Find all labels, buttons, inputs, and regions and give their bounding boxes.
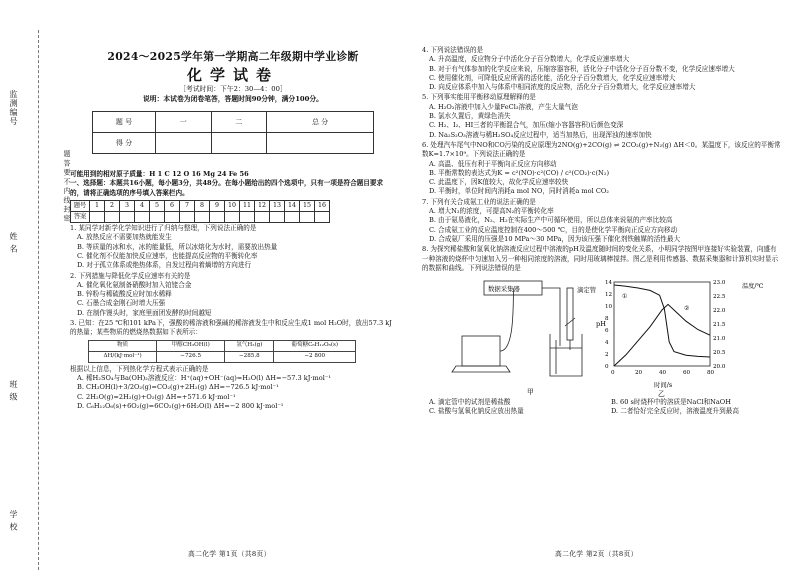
score-header-cell: 二 [211, 112, 267, 133]
chart-frame [614, 282, 710, 366]
answer-cell[interactable] [255, 212, 270, 223]
apparatus-jia [452, 281, 582, 376]
temp-tick-label: 22.5 [713, 294, 726, 301]
answer-number-cell: 4 [135, 201, 150, 212]
q7-option-c: C. 合成氨工业的反应温度控制在400～500 ℃，目的是使化学平衡向正反应方向移动 [429, 225, 678, 234]
burette-stopcock [565, 318, 575, 326]
exam-time: ［考试时间：下午2：30—4：00］ [179, 84, 287, 93]
ph-curve [614, 285, 710, 357]
figure-jia-label: 甲 [527, 388, 534, 397]
score-table [92, 111, 374, 154]
x-tick-label: 60 [683, 370, 691, 377]
temp-tick-label: 21.5 [713, 322, 726, 329]
burette [567, 288, 573, 340]
exam-note: 说明：本试卷为闭卷笔答，答题时间90分钟，满分100分。 [143, 94, 323, 103]
q6-option-a: A. 高温、低压有利于平衡向正反应方向移动 [429, 159, 557, 168]
score-header-cell: 题 号 [93, 112, 156, 133]
exam-title: 2024～2025学年第一学期高二年级期中学业诊断 [107, 50, 359, 63]
answer-row-label: 答案 [71, 212, 90, 223]
q5-option-d: D. Na₂S₂O₃溶液与稀H₂SO₄反应过程中，适当加热后，出现浑浊的速率加快 [429, 130, 652, 139]
answer-number-cell: 6 [165, 201, 180, 212]
answer-cell[interactable] [120, 212, 135, 223]
answer-table [70, 200, 330, 223]
answer-number-cell: 2 [105, 201, 120, 212]
school-label: 学 校 [9, 510, 18, 532]
temperature-curve [614, 305, 710, 367]
question-8: 8. 为探究稀盐酸和氢氧化钠溶液反应过程中溶液的pH及温度随时间的变化关系，小明同学按图甲连接好实验装置，向盛有一种溶液的烧杯中匀速加入另一种相同浓度的溶液，同时用玻璃棒搅拌。图乙是利用传感器、数据采集器和计算机实时显示的数据和曲线。下列说法错误的是 [422, 245, 779, 272]
ph-tick-label: 0 [605, 364, 609, 371]
beaker [550, 334, 582, 376]
ph-tick-label: 6 [605, 328, 609, 335]
probe-cable [542, 288, 560, 346]
answer-cell[interactable] [270, 212, 285, 223]
cable-to-laptop [500, 288, 514, 351]
answer-number-cell: 10 [225, 201, 240, 212]
temp-tick-label: 20.0 [713, 364, 726, 371]
q7-option-d: D. 合成氨厂采用的压强是10 MPa～30 MPa，因为该压强下催化剂铁触媒的活性最大 [429, 234, 681, 243]
answer-cell[interactable] [225, 212, 240, 223]
laptop-base [452, 366, 510, 372]
question-1: 1. 某同学对新学化学知识进行了归纳与整理，下列说法正确的是 [70, 224, 257, 233]
q7-option-a: A. 增大N₂的浓度，可提高N₂的平衡转化率 [429, 207, 554, 216]
laptop-screen [462, 336, 500, 366]
question-3: 3. 已知：在25 ℃和101 kPa下，强酸的稀溶液和强碱的稀溶液发生中和反应生成1 mol H₂O时，放出57.3 kJ的热量；某些物质的燃烧热数据如下表所示： [70, 319, 392, 337]
answer-number-cell: 9 [210, 201, 225, 212]
chart-yi [614, 282, 710, 366]
answer-cell[interactable] [285, 212, 300, 223]
q5-option-a: A. H₂O₂溶液中加入少量FeCl₃溶液，产生大量气泡 [429, 102, 578, 111]
question-2: 2. 下列措施与降低化学反应速率有关的是 [70, 271, 191, 280]
answer-cell[interactable] [195, 212, 210, 223]
answer-cell[interactable] [210, 212, 225, 223]
answer-cell[interactable] [180, 212, 195, 223]
name-label: 姓 名 [9, 232, 18, 254]
temp-tick-label: 22.0 [713, 308, 726, 315]
q6-option-d: D. 平衡时，单位时间内消耗a mol NO，同时消耗a mol CO₂ [429, 187, 609, 196]
curve-label-2: ② [684, 305, 690, 313]
daq-label: 数据采集器 [488, 285, 520, 294]
score-header-cell: 总 分 [267, 112, 374, 133]
q5-option-b: B. 氯水久置后，黄绿色消失 [429, 112, 511, 121]
time-axis-label: 时间/s [654, 381, 673, 390]
answer-number-cell: 5 [150, 201, 165, 212]
score-cell[interactable] [267, 133, 374, 154]
x-tick-label: 40 [659, 370, 667, 377]
temp-tick-label: 20.5 [713, 350, 726, 357]
q4-option-a: A. 升高温度，反应物分子中活化分子百分数增大，化学反应速率增大 [429, 55, 630, 64]
atomic-mass-line: 可能用到的相对原子质量：H 1 C 12 O 16 Mg 24 Fe 56 [70, 170, 249, 179]
ph-tick-label: 12 [605, 292, 613, 299]
question-4: 4. 下列说法错误的是 [422, 46, 484, 54]
answer-number-cell: 12 [255, 201, 270, 212]
answer-cell[interactable] [150, 212, 165, 223]
ph-tick-label: 8 [605, 316, 609, 323]
binding-spine [0, 0, 71, 572]
q8-figure [422, 276, 782, 398]
question-6: 6. 处理汽车尾气中NO和CO污染的反应原理为2NO(g)+2CO(g) ⇌ 2CO₂(g)+N₂(g) ΔH＜0。某温度下，该反应的平衡常数K=1.7×10⁹。下列说法正确的是 [422, 140, 781, 159]
heat-table-header: 物质 [89, 340, 157, 351]
page-1-footer: 高二化学 第1页（共8页） [188, 550, 271, 558]
combustion-heat-table [88, 340, 356, 363]
q7-option-b: B. 由于氨易液化，N₂、H₂在实际生产中可循环使用，所以总体来说氨的产率比较高 [429, 216, 673, 225]
answer-cell[interactable] [90, 212, 105, 223]
q8-option-b: B. 60 s时烧杯中的溶质是NaCl和NaOH [611, 398, 731, 407]
q6-option-b: B. 平衡常数的表达式为K = c²(NO)·c²(CO) / c²(CO₂)·c(N₂) [429, 168, 610, 177]
score-cell[interactable] [211, 133, 267, 154]
page-2 [422, 0, 782, 417]
answer-number-cell: 14 [285, 201, 300, 212]
x-tick-label: 0 [611, 370, 615, 377]
q8-option-c: C. 盐酸与氢氧化钠反应放出热量 [429, 407, 524, 416]
answer-cell[interactable] [135, 212, 150, 223]
section-1-instruction [70, 179, 396, 198]
answer-number-cell: 11 [240, 201, 255, 212]
answer-number-cell: 7 [180, 201, 195, 212]
q3-option-d: D. C₆H₁₂O₆(s)+6O₂(g)=6CO₂(g)+6H₂O(l) ΔH=−2 800 kJ·mol⁻¹ [77, 401, 284, 410]
q4-option-b: B. 对于有气体参加的化学反应来说，压缩容器容积，活化分子中活化分子百分数不变，化学反应速率增大 [429, 64, 735, 73]
answer-number-cell: 13 [270, 201, 285, 212]
q3-option-c: C. 2H₂O(g)=2H₂(g)+O₂(g) ΔH=+571.6 kJ·mol⁻¹ [77, 392, 236, 401]
q2-option-a: A. 催化氧化氨制备硝酸时加入铂铑合金 [77, 280, 192, 289]
q1-option-c: C. 催化剂不仅能加快反应速率，也能提高反应物的平衡转化率 [77, 251, 258, 260]
exam-number-label: 监测编号 [9, 90, 18, 126]
heat-table-cell: −2 800 [274, 351, 356, 362]
q2-option-b: B. 锌粉与稀硫酸反应时加水稀释 [77, 290, 172, 299]
question-7: 7. 下列有关合成氨工业的说法正确的是 [422, 197, 536, 206]
q3-stem: 根据以上信息，下列热化学方程式表示正确的是 [70, 364, 209, 373]
section-1-text: 一、选择题：本题共16小题，每小题3分，共48分。在每小题给出的四个选项中，只有一项是符合题目要求的，请将正确选项的序号填入答案栏内。 [70, 179, 384, 197]
question-5: 5. 下列事实能用平衡移动原理解释的是 [422, 93, 536, 102]
q2-option-c: C. 石墨合成金刚石时增大压强 [77, 299, 166, 308]
score-cell[interactable] [156, 133, 212, 154]
burette-label: 滴定管 [577, 286, 597, 295]
answer-number-cell: 8 [195, 201, 210, 212]
heat-table-header: 甲醇CH₃OH(l) [157, 340, 225, 351]
q6-option-c: C. 此温度下，因K值较大，故化学反应速率较快 [429, 178, 569, 187]
class-label: 班 级 [9, 380, 18, 402]
temp-tick-label: 21.0 [713, 336, 726, 343]
ph-tick-label: 4 [605, 340, 609, 347]
figure-yi-label: 乙 [658, 390, 665, 399]
score-header-cell: 一 [156, 112, 212, 133]
q3-option-b: B. CH₃OH(l)+3/2O₂(g)=CO₂(g)+2H₂(g) ΔH=−726.5 kJ·mol⁻¹ [77, 383, 279, 392]
ph-tick-label: 14 [605, 280, 613, 287]
subject-title: 化学试卷 [186, 66, 279, 85]
temp-axis-label: 温度/℃ [742, 283, 764, 291]
q1-option-b: B. 等质量的冰和水，冰的能量低，所以冰熔化为水时，需要放出热量 [77, 242, 278, 251]
ph-axis-label: pH [596, 320, 606, 329]
heat-table-cell: ΔH/(kJ·mol⁻¹) [89, 351, 157, 362]
answer-cell[interactable] [315, 212, 330, 223]
answer-cell[interactable] [240, 212, 255, 223]
answer-cell[interactable] [165, 212, 180, 223]
x-tick-label: 20 [635, 370, 643, 377]
score-row-label: 得 分 [93, 133, 156, 154]
q5-option-c: C. H₂、I₂、HI三者的平衡混合气，加压(缩小容器容积)后颜色变深 [429, 121, 624, 130]
seal-line-text: 题 答 要 不 内 线 封 密 [63, 150, 71, 222]
answer-number-cell: 3 [120, 201, 135, 212]
q8-option-d: D. 二者恰好完全反应时，溶液温度升到最高 [611, 407, 739, 416]
answer-cell[interactable] [105, 212, 120, 223]
q3-option-a: A. 稀H₂SO₄与Ba(OH)₂溶液反应：H⁺(aq)+OH⁻(aq)=H₂O(l) ΔH=−57.3 kJ·mol⁻¹ [77, 373, 331, 382]
page-2-footer: 高二化学 第2页（共8页） [555, 550, 638, 558]
temp-tick-label: 23.0 [713, 280, 726, 287]
q1-option-a: A. 放热反应不需要加热就能发生 [77, 233, 172, 242]
q2-option-d: D. 在制作馒头时，家庭里面团发酵的时间越短 [77, 308, 212, 317]
heat-table-header: 葡萄糖C₆H₁₂O₆(s) [274, 340, 356, 351]
ph-tick-label: 10 [605, 304, 613, 311]
q8-figure-svg [422, 276, 782, 398]
q1-option-d: D. 对于孤立体系或绝热体系，自发过程向着熵增的方向进行 [77, 261, 252, 270]
answer-head-label: 题号 [71, 201, 90, 212]
q8-option-a: A. 滴定管中的试剂是稀盐酸 [429, 398, 511, 407]
heat-table-cell: −285.8 [225, 351, 274, 362]
curve-label-1: ① [622, 293, 628, 301]
ph-tick-label: 2 [605, 352, 609, 359]
answer-number-cell: 15 [300, 201, 315, 212]
q4-option-c: C. 使用催化剂，可降低反应所需的活化能，活化分子百分数增大，化学反应速率增大 [429, 73, 676, 82]
q8-options [422, 398, 782, 417]
cut-line [38, 30, 39, 570]
answer-number-cell: 16 [315, 201, 330, 212]
heat-table-cell: −726.5 [157, 351, 225, 362]
answer-number-cell: 1 [90, 201, 105, 212]
page-1 [70, 0, 396, 411]
x-tick-label: 80 [707, 370, 715, 377]
q4-option-d: D. 向反应体系中加入与体系中相同浓度的反应物，活化分子百分数增大，化学反应速率增大 [429, 83, 696, 92]
heat-table-header: 氢气H₂(g) [225, 340, 274, 351]
answer-cell[interactable] [300, 212, 315, 223]
